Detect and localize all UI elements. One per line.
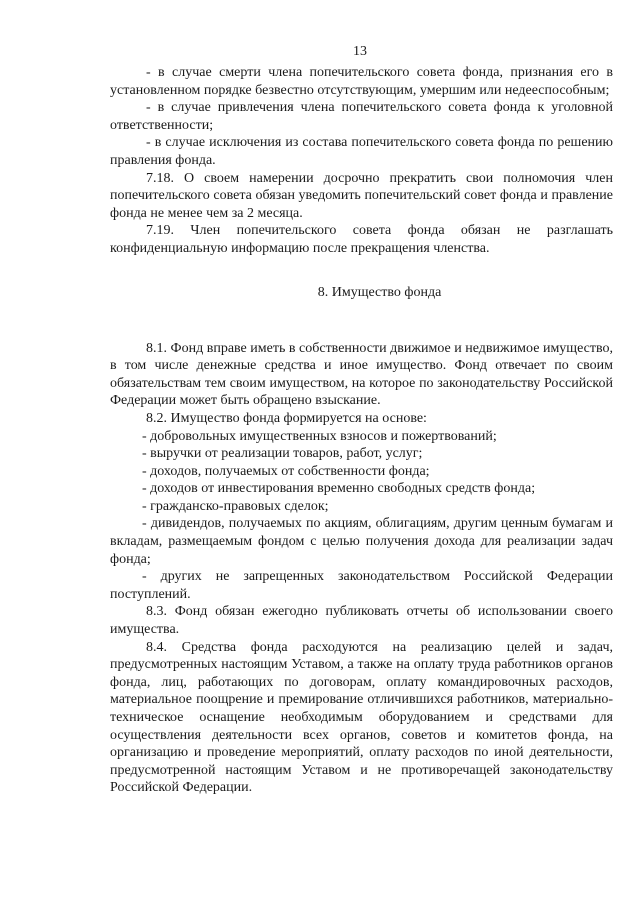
paragraph-7-17-criminal: - в случае привлечения члена попечительского совета фонда к уголовной ответственности; <box>110 100 613 133</box>
paragraph-7-18: 7.18. О своем намерении досрочно прекратить свои полномочия член попечительского совета обязан уведомить попечительский совет фонда и правление фонда не менее чем за 2 месяца. <box>110 170 613 221</box>
paragraph-7-17-exclusion: - в случае исключения из состава попечительского совета фонда по решению правления фонда. <box>110 135 613 168</box>
spacer <box>110 302 613 340</box>
page-number: 13 <box>353 44 367 59</box>
spacer <box>110 258 613 284</box>
list-item: - доходов от инвестирования временно свободных средств фонда; <box>142 481 536 497</box>
list-item: - доходов, получаемых от собственности фонда; <box>142 463 430 479</box>
section-heading: 8. Имущество фонда <box>317 284 442 300</box>
list-item: - добровольных имущественных взносов и пожертвований; <box>142 428 497 444</box>
list-item: - дивидендов, получаемых по акциям, облигациям, другим ценным бумагам и вкладам, размещаемым фондом с целью получения дохода для реализации задач фонда; <box>110 516 613 567</box>
paragraph-7-19: 7.19. Член попечительского совета фонда обязан не разглашать конфиденциальную информацию после прекращения членства. <box>110 223 613 256</box>
list-item: - других не запрещенных законодательством Российской Федерации поступлений. <box>110 569 613 602</box>
document-body <box>110 64 613 797</box>
paragraph-7-17-death: - в случае смерти члена попечительского совета фонда, признания его в установленном порядке безвестно отсутствующим, умершим или недееспособным; <box>110 65 613 98</box>
paragraph-8-1: 8.1. Фонд вправе иметь в собственности движимое и недвижимое имущество, в том числе денежные средства и иное имущество. Фонд отвечает по своим обязательствам тем своим имуществом, на которое по законодательству Российской Федерации может быть обращено взыскание. <box>110 340 613 409</box>
list-item: - гражданско-правовых сделок; <box>142 498 329 514</box>
list-item: - выручки от реализации товаров, работ, услуг; <box>142 446 423 462</box>
paragraph-8-4: 8.4. Средства фонда расходуются на реализацию целей и задач, предусмотренных настоящим Уставом, а также на оплату труда работников органов фонда, лиц, работающих по договорам, оплату командировочных расходов, материальное поощрение и премирование отличившихся работников, материально-техническое оснащение необходимым оборудованием и средствами для осуществления деятельности всех органов, советов и комитетов фонда, на организацию и проведение мероприятий, оплату расходов по иной деятельности, предусмотренной настоящим Уставом и не противоречащей законодательству Российской Федерации. <box>110 639 613 796</box>
paragraph-8-3: 8.3. Фонд обязан ежегодно публиковать отчеты об использовании своего имущества. <box>110 604 613 638</box>
paragraph-8-2: 8.2. Имущество фонда формируется на основе: <box>146 410 427 426</box>
